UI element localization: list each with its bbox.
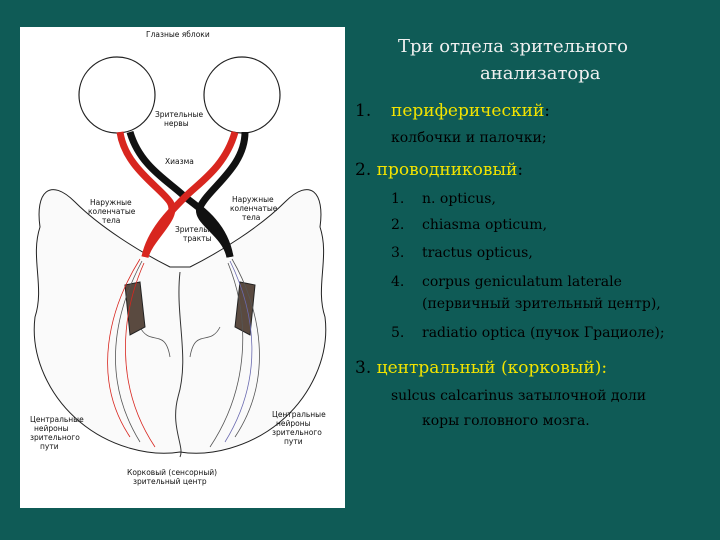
item-4-number: 4. [391, 274, 405, 290]
section-conductive [355, 160, 523, 180]
label-lgn-left-2: коленчатые [88, 207, 136, 216]
section-3-detail-2: коры головного мозга. [422, 413, 590, 429]
left-eyeball [79, 57, 155, 133]
section-1-number: 1. [355, 101, 372, 121]
visual-pathway-svg [20, 27, 345, 508]
label-lgn-left-1: Наружные [90, 198, 132, 207]
section-1-detail: колбочки и палочки; [391, 130, 547, 146]
section-central [355, 358, 607, 378]
label-cortex-2: зрительный центр [133, 477, 207, 486]
section-1-colon: : [544, 101, 551, 121]
label-central-right-1: Центральные [272, 410, 326, 419]
label-central-right-3: зрительного [272, 428, 322, 437]
label-lgn-right-2: коленчатые [230, 204, 278, 213]
title-line1: Три отдела зрительного [398, 36, 628, 57]
conductive-item-5 [391, 325, 665, 341]
label-eyeballs: Глазные яблоки [146, 30, 210, 39]
label-optic-nerves-1: Зрительные [155, 110, 204, 119]
section-2-name: проводниковый [376, 160, 518, 180]
item-1-text: n. opticus, [422, 191, 496, 207]
item-5-number: 5. [391, 325, 405, 341]
conductive-item-3 [391, 245, 533, 261]
label-central-left-3: зрительного [30, 433, 80, 442]
item-3-text: tractus opticus, [422, 245, 533, 261]
item-5-text: radiatio optica (пучок Грациоле); [422, 325, 665, 341]
label-central-right-2: нейроны [276, 419, 311, 428]
slide-title [398, 33, 678, 87]
label-central-left-4: пути [40, 442, 59, 451]
label-central-right-4: пути [284, 437, 303, 446]
section-peripheral [355, 101, 550, 121]
conductive-item-4-continuation: (первичный зрительный центр), [422, 296, 661, 312]
conductive-item-2 [391, 217, 547, 233]
label-cortex-1: Корковый (сенсорный) [127, 468, 218, 477]
black-pathway-left [130, 132, 230, 257]
visual-pathway-diagram [20, 27, 345, 508]
item-3-number: 3. [391, 245, 405, 261]
section-2-colon: : [517, 160, 524, 180]
item-2-text: chiasma opticum, [422, 217, 548, 233]
label-lgn-left-3: тела [102, 216, 121, 225]
label-lgn-right-1: Наружные [232, 195, 274, 204]
label-tracts-1: Зрительные [175, 225, 224, 234]
conductive-item-1 [391, 191, 496, 207]
section-1-name: периферический [391, 101, 545, 121]
label-lgn-right-3: тела [242, 213, 261, 222]
item-4-text: corpus geniculatum laterale [422, 274, 622, 290]
section-3-detail-1: sulcus calcarinus затылочной доли [391, 388, 647, 404]
red-pathway-left [120, 132, 172, 257]
section-2-number: 2. [355, 160, 372, 180]
conductive-item-4 [391, 274, 622, 290]
title-line2: анализатора [480, 63, 601, 84]
label-chiasm: Хиазма [165, 157, 194, 166]
section-3-colon: : [601, 358, 608, 378]
right-eyeball [204, 57, 280, 133]
section-3-name: центральный (корковый) [376, 358, 602, 378]
label-central-left-1: Центральные [30, 415, 84, 424]
item-1-number: 1. [391, 191, 405, 207]
label-tracts-2: тракты [183, 234, 212, 243]
section-3-number: 3. [355, 358, 372, 378]
item-2-number: 2. [391, 217, 405, 233]
label-central-left-2: нейроны [34, 424, 69, 433]
label-optic-nerves-2: нервы [164, 119, 189, 128]
